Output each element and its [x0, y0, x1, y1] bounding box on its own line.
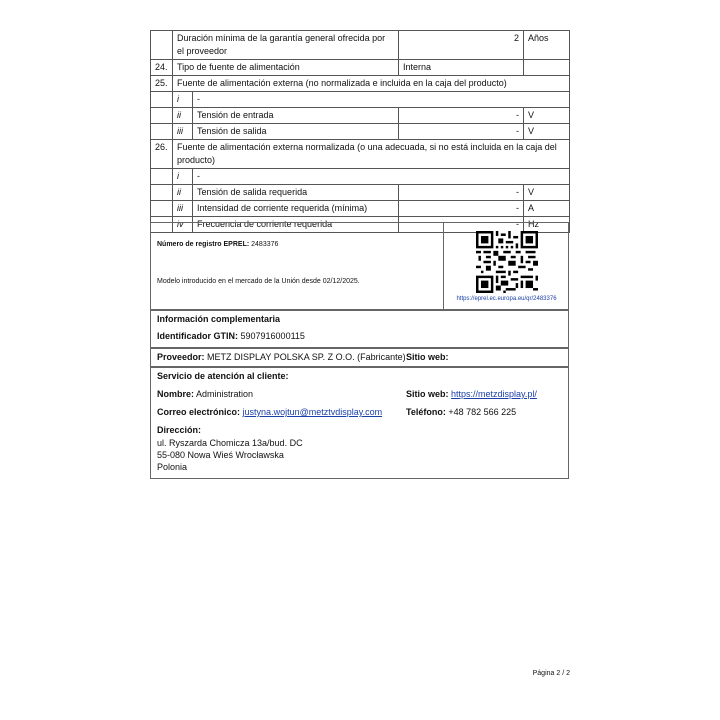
sub-value: -	[399, 201, 524, 217]
table-row	[151, 31, 570, 60]
supplier-web-label: Sitio web:	[406, 352, 449, 362]
supplier-label: Proveedor:	[157, 352, 205, 362]
sub-value: -	[399, 217, 524, 233]
sub-unit: A	[524, 201, 570, 217]
customer-service-box	[150, 367, 569, 479]
sub-label: Tensión de entrada	[193, 108, 399, 124]
service-web-label: Sitio web:	[406, 389, 449, 399]
sub-value: -	[399, 108, 524, 124]
sub-value: -	[399, 124, 524, 140]
row-label: Fuente de alimentación externa (no normalizada e incluida en la caja del producto)	[173, 76, 570, 92]
supplementary-heading: Información complementaria	[157, 314, 281, 324]
service-heading: Servicio de atención al cliente:	[157, 371, 289, 381]
table-row	[151, 169, 570, 185]
email-link[interactable]: justyna.wojtun@metztvdisplay.com	[242, 407, 383, 417]
name-label: Nombre:	[157, 389, 195, 399]
registration-number: 2483376	[251, 241, 279, 248]
qr-code-icon[interactable]	[476, 231, 538, 293]
roman-numeral: ii	[173, 108, 193, 124]
address-line: 55-080 Nowa Wieś Wrocławska	[157, 450, 284, 460]
roman-numeral: iii	[173, 201, 193, 217]
gtin-label: Identificador GTIN:	[157, 331, 238, 341]
table-row	[151, 185, 570, 201]
service-web-link[interactable]: https://metzdisplay.pl/	[451, 389, 537, 399]
roman-numeral: i	[173, 169, 193, 185]
address-line: ul. Ryszarda Chomicza 13a/bud. DC	[157, 438, 303, 448]
table-row	[151, 140, 570, 169]
supplier-box	[150, 348, 569, 367]
table-row	[151, 60, 570, 76]
row-value: Interna	[399, 60, 524, 76]
table-row	[151, 124, 570, 140]
row-label: Fuente de alimentación externa normalizada (o una adecuada, si no está incluida en la caja del producto)	[173, 140, 570, 169]
row-label: Tipo de fuente de alimentación	[173, 60, 399, 76]
sub-label: Intensidad de corriente requerida (mínima)	[193, 201, 399, 217]
registration-label: Número de registro EPREL:	[157, 241, 250, 248]
sub-unit: Hz	[524, 217, 570, 233]
supplier-value: METZ DISPLAY POLSKA SP. Z O.O. (Fabricante)	[207, 352, 406, 362]
roman-numeral: iv	[173, 217, 193, 233]
warranty-label: Duración mínima de la garantía general ofrecida por el proveedor	[173, 31, 399, 60]
spec-table	[150, 30, 570, 233]
row-number: 26.	[151, 140, 173, 169]
phone-label: Teléfono:	[406, 407, 446, 417]
registration-box	[150, 222, 569, 310]
gtin-value: 5907916000115	[240, 331, 305, 341]
sub-label: -	[193, 92, 570, 108]
sub-unit: V	[524, 108, 570, 124]
email-label: Correo electrónico:	[157, 407, 241, 417]
table-row	[151, 76, 570, 92]
row-number: 24.	[151, 60, 173, 76]
qr-panel	[443, 223, 569, 309]
phone-value: +48 782 566 225	[448, 407, 517, 417]
sub-label: Frecuencia de corriente requerida	[193, 217, 399, 233]
roman-numeral: ii	[173, 185, 193, 201]
sub-unit: V	[524, 124, 570, 140]
address-line: Polonia	[157, 462, 188, 472]
table-row	[151, 92, 570, 108]
sub-value: -	[399, 185, 524, 201]
address-label: Dirección:	[157, 425, 202, 435]
sub-label: Tensión de salida requerida	[193, 185, 399, 201]
roman-numeral: iii	[173, 124, 193, 140]
sub-label: -	[193, 169, 570, 185]
table-row	[151, 201, 570, 217]
sub-label: Tensión de salida	[193, 124, 399, 140]
roman-numeral: i	[173, 92, 193, 108]
table-row	[151, 108, 570, 124]
registration-line	[157, 241, 278, 248]
model-date-text: Modelo introducido en el mercado de la Unión desde 02/12/2025.	[157, 278, 360, 285]
sub-unit: V	[524, 185, 570, 201]
qr-url-link[interactable]: https://eprel.ec.europa.eu/qr/2483376	[456, 296, 557, 302]
supplementary-box	[150, 310, 569, 348]
warranty-unit: Años	[524, 31, 570, 60]
row-number: 25.	[151, 76, 173, 92]
warranty-value: 2	[399, 31, 524, 60]
page-number: Página 2 / 2	[532, 670, 570, 677]
name-value: Administration	[196, 389, 254, 399]
